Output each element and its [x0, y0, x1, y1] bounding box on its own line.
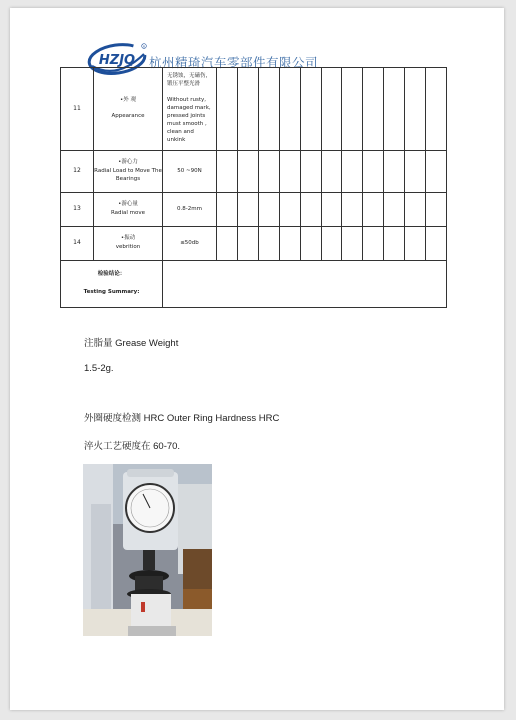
result-cell	[279, 227, 300, 261]
row-number: 13	[61, 193, 94, 227]
item-cn: •游心量	[118, 201, 138, 208]
row-number: 12	[61, 151, 94, 193]
standard-cell: ≤50db	[163, 227, 217, 261]
result-cell	[321, 68, 342, 151]
result-cell	[217, 193, 238, 227]
item-en: Appearance	[111, 113, 145, 119]
result-cell	[321, 227, 342, 261]
result-cell	[279, 193, 300, 227]
hardness-title: 外圈硬度检测 HRC Outer Ring Hardness HRC	[84, 413, 280, 424]
result-cell	[258, 68, 279, 151]
result-cell	[237, 193, 258, 227]
item-cn: •振动	[120, 235, 136, 242]
summary-label-cell	[61, 261, 163, 308]
result-cell	[237, 68, 258, 151]
standard-cn: 无锈蚀，无磕伤，锻压平整光滑	[167, 73, 212, 88]
hardness-value: 淬火工艺硬度在 60-70.	[84, 441, 181, 452]
item-cell	[94, 193, 163, 227]
item-cell	[94, 227, 163, 261]
result-cell	[384, 68, 405, 151]
table-row	[61, 227, 447, 261]
result-cell	[279, 151, 300, 193]
item-cell	[94, 151, 163, 193]
result-cell	[258, 227, 279, 261]
result-cell	[426, 193, 447, 227]
grease-title: 注脂量 Grease Weight	[84, 338, 179, 349]
item-cn: •外 观	[120, 97, 136, 104]
result-cell	[405, 151, 426, 193]
result-cell	[405, 193, 426, 227]
result-cell	[363, 151, 384, 193]
result-cell	[384, 227, 405, 261]
summary-en: Testing Summary:	[83, 288, 140, 295]
result-cell	[342, 151, 363, 193]
result-cell	[426, 68, 447, 151]
item-en: vebrition	[115, 244, 141, 250]
result-cell	[300, 193, 321, 227]
table-row	[61, 193, 447, 227]
grease-value: 1.5-2g.	[84, 363, 114, 374]
standard-en: Without rusty, damaged mark, pressed joints must smooth , clean and unkink	[167, 97, 211, 143]
item-en: Radial Load to Move The Bearings	[94, 168, 162, 182]
item-cell	[94, 68, 163, 151]
result-cell	[279, 68, 300, 151]
result-cell	[342, 193, 363, 227]
result-cell	[258, 151, 279, 193]
result-cell	[405, 227, 426, 261]
inspection-table	[60, 67, 447, 308]
result-cell	[258, 193, 279, 227]
result-cell	[217, 151, 238, 193]
result-cell	[321, 193, 342, 227]
logo-text: HZJQ	[98, 53, 136, 68]
result-cell	[363, 227, 384, 261]
result-cell	[300, 151, 321, 193]
result-cell	[300, 68, 321, 151]
standard-cell: 0.8-2mm	[163, 193, 217, 227]
item-cn: •游心力	[118, 159, 138, 166]
table-row	[61, 151, 447, 193]
result-cell	[237, 151, 258, 193]
row-number: 11	[61, 68, 94, 151]
company-name: 杭州精琦汽车零部件有限公司	[149, 55, 319, 70]
summary-row	[61, 261, 447, 308]
result-cell	[384, 151, 405, 193]
item-en: Radial move	[110, 210, 146, 216]
standard-cell	[163, 68, 217, 151]
result-cell	[342, 68, 363, 151]
summary-value-cell	[163, 261, 447, 308]
result-cell	[426, 227, 447, 261]
result-cell	[363, 68, 384, 151]
result-cell	[384, 193, 405, 227]
row-number: 14	[61, 227, 94, 261]
result-cell	[300, 227, 321, 261]
result-cell	[217, 68, 238, 151]
result-cell	[405, 68, 426, 151]
result-cell	[342, 227, 363, 261]
table-row	[61, 68, 447, 151]
result-cell	[217, 227, 238, 261]
hardness-tester-photo	[83, 464, 212, 636]
svg-text:R: R	[142, 44, 146, 49]
summary-cn: 检验结论：	[97, 271, 126, 277]
standard-cell: 50 ~90N	[163, 151, 217, 193]
result-cell	[426, 151, 447, 193]
result-cell	[363, 193, 384, 227]
result-cell	[321, 151, 342, 193]
result-cell	[237, 227, 258, 261]
